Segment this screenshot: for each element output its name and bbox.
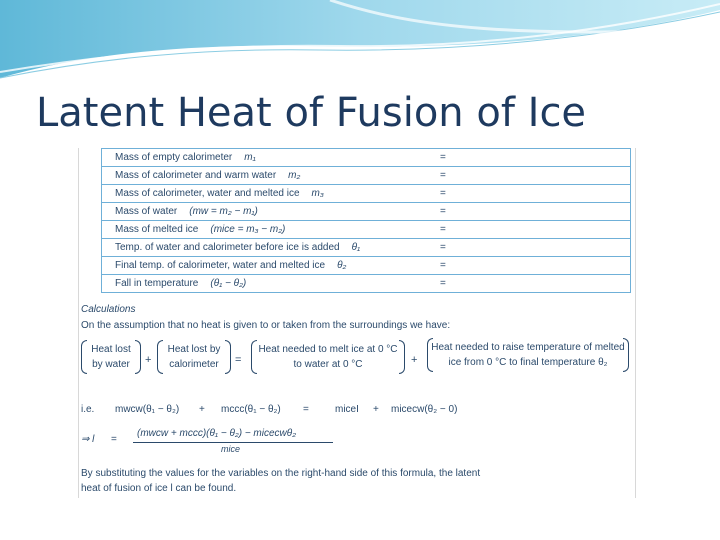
- variable-cell: [102, 275, 433, 293]
- table-row: [102, 221, 631, 239]
- slide-title: Latent Heat of Fusion of Ice: [36, 90, 587, 136]
- variable-cell: [102, 167, 433, 185]
- header-swoosh: [0, 0, 720, 90]
- variable-symbol: m₂: [288, 170, 301, 181]
- variable-cell: [102, 149, 433, 167]
- equals-cell: =: [432, 167, 631, 185]
- variable-label: Mass of melted ice: [115, 224, 199, 235]
- equals-cell: =: [432, 185, 631, 203]
- ie-label: i.e.: [81, 404, 95, 415]
- variables-table: [101, 148, 631, 293]
- table-row: [102, 257, 631, 275]
- variable-cell: [102, 203, 433, 221]
- plus-sign: +: [411, 354, 418, 366]
- result-denominator: mice: [221, 444, 241, 454]
- variable-symbol: (θ₁ − θ₂): [210, 278, 247, 289]
- term-heat-lost-calorimeter: Heat lost by calorimeter: [161, 342, 227, 372]
- energy-balance-equation: [79, 338, 635, 388]
- term-heat-lost-water: Heat lost by water: [85, 342, 137, 372]
- variable-label: Mass of calorimeter and warm water: [115, 170, 277, 181]
- result-numerator: (mwcw + mccc)(θ₁ − θ₂) − micecwθ₂: [137, 428, 297, 439]
- equals-sign: =: [111, 434, 117, 445]
- ie-calorimeter-term: mccc(θ₁ − θ₂): [221, 404, 281, 415]
- table-row: [102, 239, 631, 257]
- variable-label: Mass of calorimeter, water and melted ice: [115, 188, 300, 199]
- result-formula: [81, 428, 381, 458]
- variable-label: Temp. of water and calorimeter before ice is added: [115, 242, 340, 253]
- variable-symbol: (mice = m₃ − m₂): [210, 224, 286, 235]
- term-heat-raise-melted-ice: Heat needed to raise temperature of melted ice from 0 °C to final temperature θ₂: [431, 342, 625, 368]
- table-row: [102, 203, 631, 221]
- variable-cell: [102, 239, 433, 257]
- fraction-bar: [133, 442, 333, 443]
- variable-symbol: m₃: [311, 188, 324, 199]
- ie-melted-ice-term: micecw(θ₂ − 0): [391, 404, 458, 415]
- variable-label: Final temp. of calorimeter, water and melted ice: [115, 260, 326, 271]
- variable-cell: [102, 257, 433, 275]
- plus-sign: +: [373, 404, 379, 415]
- variable-symbol: (mw = m₂ − m₁): [189, 206, 258, 217]
- conclusion-text: [81, 466, 480, 496]
- table-row: [102, 275, 631, 293]
- result-lhs: ⇒ l: [81, 434, 95, 445]
- equals-cell: =: [432, 257, 631, 275]
- table-row: [102, 167, 631, 185]
- equals-sign: =: [303, 404, 309, 415]
- variable-symbol: θ₁: [351, 242, 361, 253]
- equals-sign: =: [235, 354, 242, 366]
- plus-sign: +: [145, 354, 152, 366]
- variable-label: Mass of water: [115, 206, 178, 217]
- calculations-heading: Calculations: [81, 304, 136, 315]
- table-row: [102, 185, 631, 203]
- ie-water-term: mwcw(θ₁ − θ₂): [115, 404, 180, 415]
- equals-cell: =: [432, 203, 631, 221]
- plus-sign: +: [199, 404, 205, 415]
- variable-symbol: θ₂: [337, 260, 347, 271]
- ie-ice-term: miceI: [335, 404, 359, 415]
- conclusion-line-2: heat of fusion of ice l can be found.: [81, 483, 237, 494]
- variable-cell: [102, 185, 433, 203]
- term-heat-melt-ice: Heat needed to melt ice at 0 °C to water at 0 °C: [255, 342, 401, 372]
- variable-symbol: m₁: [244, 152, 256, 163]
- variable-label: Mass of empty calorimeter: [115, 152, 233, 163]
- equals-cell: =: [432, 239, 631, 257]
- conclusion-line-1: By substituting the values for the variables on the right-hand side of this formula, the latent: [81, 468, 481, 479]
- calculations-intro: On the assumption that no heat is given to or taken from the surroundings we have:: [81, 320, 451, 331]
- equals-cell: =: [432, 275, 631, 293]
- content-figure: [78, 148, 636, 498]
- variable-label: Fall in temperature: [115, 278, 199, 289]
- table-row: [102, 149, 631, 167]
- equals-cell: =: [432, 221, 631, 239]
- variable-cell: [102, 221, 433, 239]
- equals-cell: =: [432, 149, 631, 167]
